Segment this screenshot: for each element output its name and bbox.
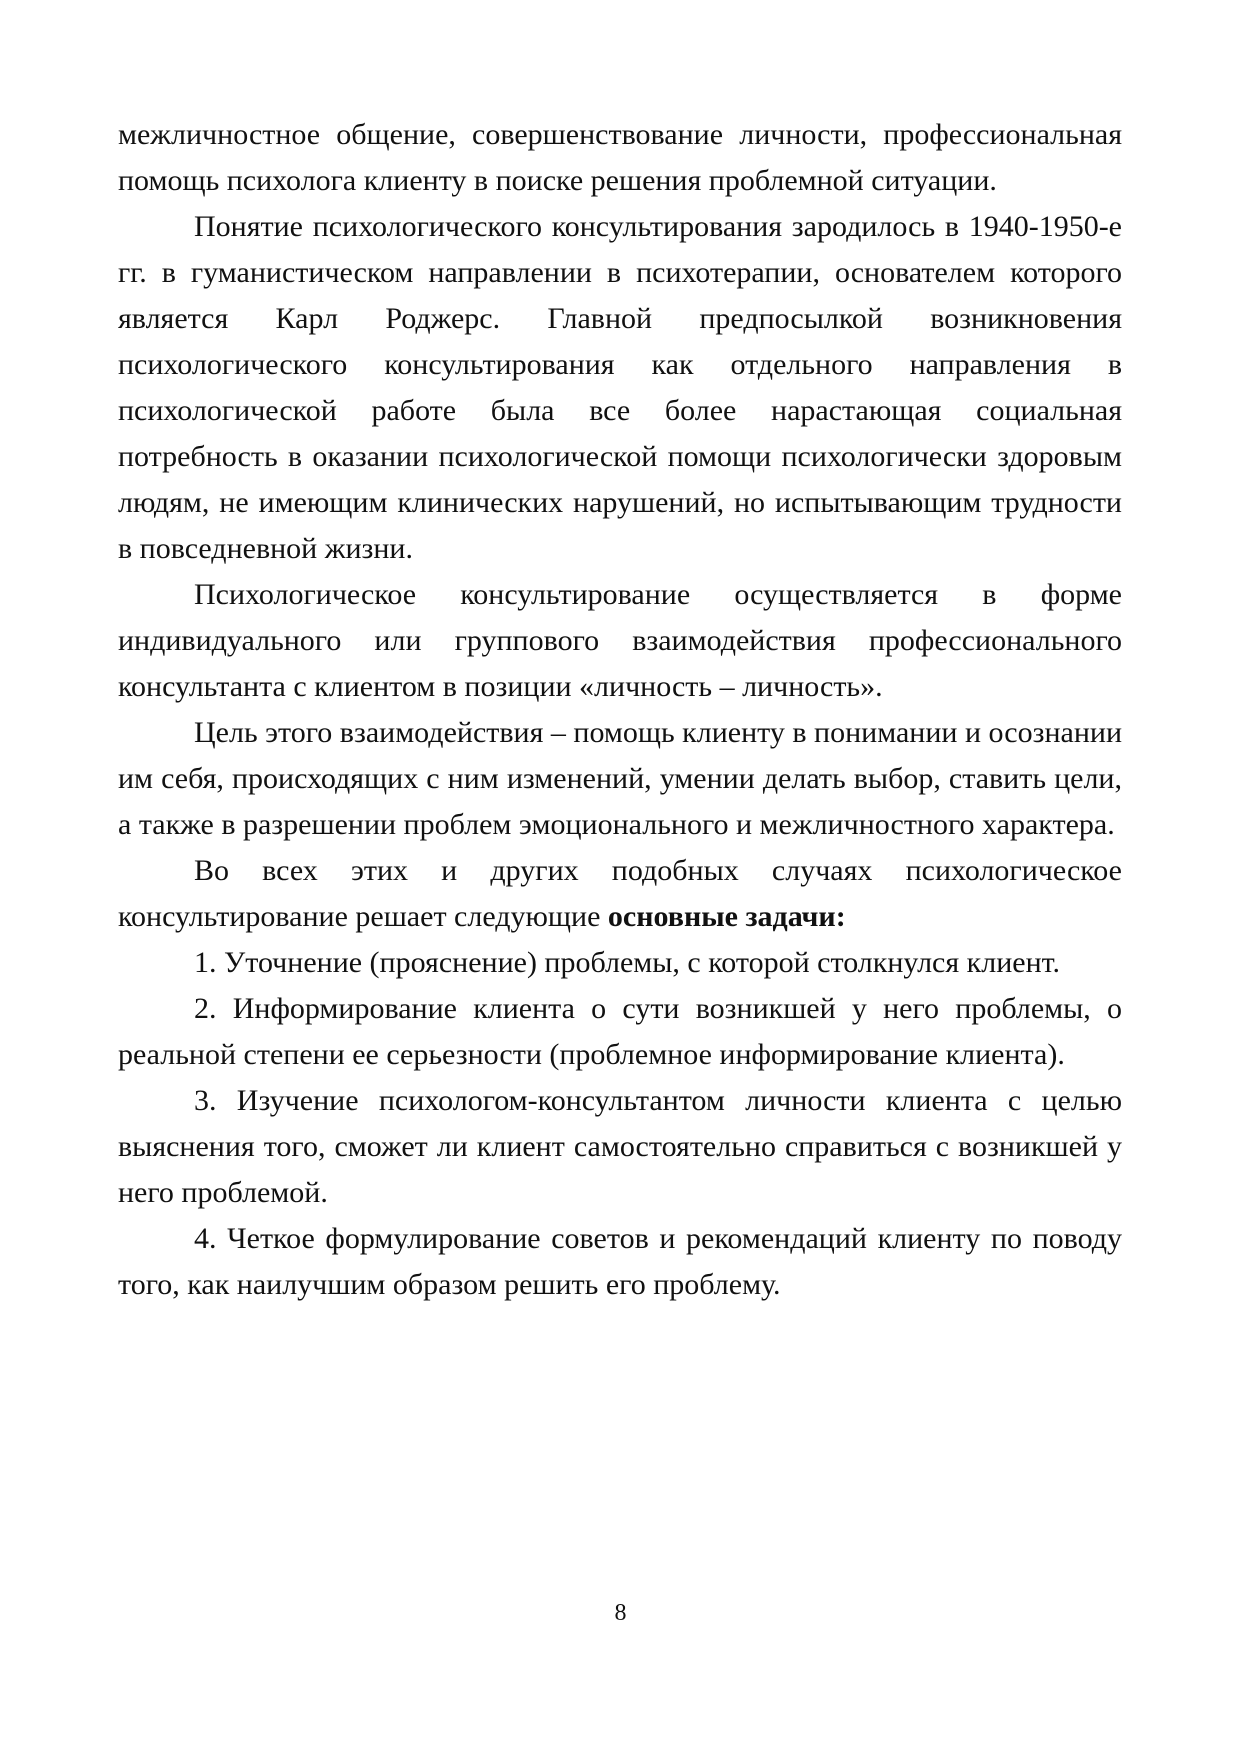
paragraph-history: Понятие психологического консультирования зародилось в 1940-1950-е гг. в гуманистическом направлении в психотерапии, основателем которого является Карл Роджерс. Главной предпосылкой возникновения психологического консультирования как отдельного направления в психологической работе была все более нарастающая социальная потребность в оказании психологической помощи психологически здоровым людям, не имеющим клинических нарушений, но испытывающим трудности в повседневной жизни. xyxy=(118,210,1122,565)
task-item-3: 3. Изучение психологом-консультантом личности клиента с целью выяснения того, сможет ли клиент самостоятельно справиться с возникшей у него проблемой. xyxy=(118,1084,1122,1209)
task-item-2: 2. Информирование клиента о сути возникшей у него проблемы, о реальной степени ее серьезности (проблемное информирование клиента). xyxy=(118,992,1122,1071)
body-text xyxy=(118,112,1122,1308)
paragraph-continuation: межличностное общение, совершенствование личности, профессиональная помощь психолога клиенту в поиске решения проблемной ситуации. xyxy=(118,118,1122,197)
tasks-intro-bold: основные задачи: xyxy=(607,900,846,933)
paragraph-goal: Цель этого взаимодействия – помощь клиенту в понимании и осознании им себя, происходящих с ним изменений, умении делать выбор, ставить цели, а также в разрешении проблем эмоционального и межличностного характера. xyxy=(118,716,1122,841)
paragraph-forms: Психологическое консультирование осуществляется в форме индивидуального или группового взаимодействия профессионального консультанта с клиентом в позиции «личность – личность». xyxy=(118,578,1122,703)
task-item-4: 4. Четкое формулирование советов и рекомендаций клиенту по поводу того, как наилучшим образом решить его проблему. xyxy=(118,1222,1122,1301)
task-item-1: 1. Уточнение (прояснение) проблемы, с которой столкнулся клиент. xyxy=(194,946,1061,979)
paragraph-tasks-intro xyxy=(118,848,1122,940)
page-number: 8 xyxy=(614,1600,627,1626)
tasks-intro-text: Во всех этих и других подобных случаях психологическое консультирование решает следующие xyxy=(118,854,1122,933)
